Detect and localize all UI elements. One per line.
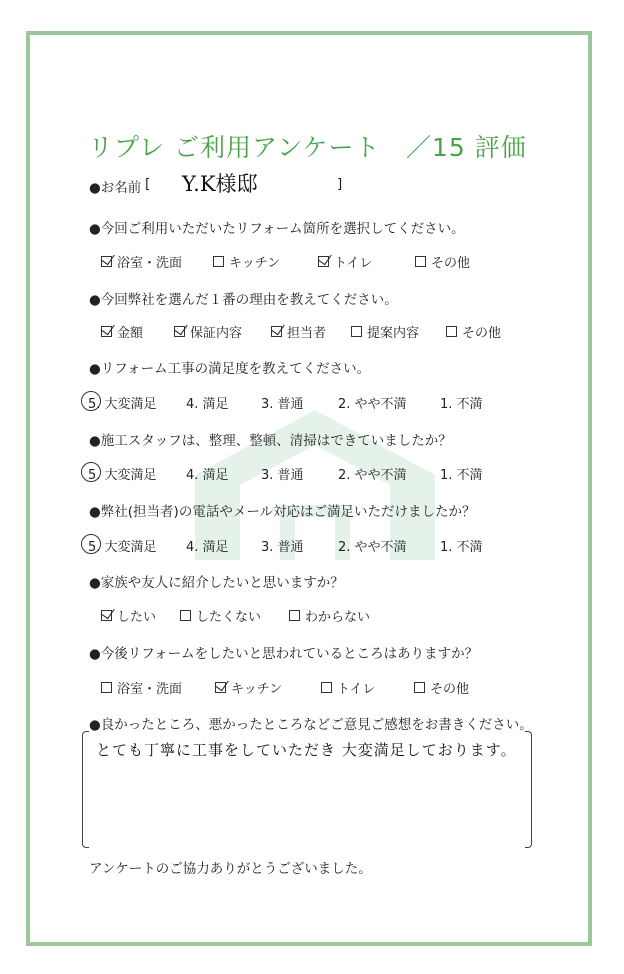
checkbox-icon: [289, 610, 300, 621]
rating-option-2[interactable]: 2. やや不満: [338, 540, 407, 555]
name-bracket-open: [: [145, 176, 151, 192]
checkbox-icon: [414, 682, 425, 693]
rating-option-4[interactable]: 4. 満足: [186, 397, 229, 412]
q1-option[interactable]: トイレ: [318, 252, 372, 271]
rating-option-4[interactable]: 4. 満足: [186, 540, 229, 555]
rating-option-2[interactable]: 2. やや不満: [338, 397, 407, 412]
checkbox-checked-icon: [174, 326, 185, 337]
checkbox-checked-icon: [101, 256, 112, 267]
rating-option-1[interactable]: 1. 不満: [440, 468, 483, 483]
question-4: ●施工スタッフは、整理、整頓、清掃はできていましたか？: [89, 433, 452, 449]
comment-box[interactable]: [82, 731, 532, 846]
checkbox-icon: [415, 256, 426, 267]
score-label: ／15 評価: [406, 133, 527, 162]
checkbox-checked-icon: [101, 610, 112, 621]
q2-option[interactable]: 提案内容: [351, 322, 419, 341]
survey-title: [88, 128, 527, 164]
rating-option-2[interactable]: 2. やや不満: [338, 468, 407, 483]
q6-option[interactable]: わからない: [289, 606, 370, 625]
question-1: ●今回ご利用いただいたリフォーム箇所を選択してください。: [89, 221, 465, 237]
checkbox-checked-icon: [271, 326, 282, 337]
rating-option-3[interactable]: 3. 普通: [261, 397, 304, 412]
checkbox-icon: [321, 682, 332, 693]
name-bracket-close: ]: [337, 176, 343, 192]
q2-option[interactable]: その他: [446, 322, 501, 341]
question-7: ●今後リフォームをしたいと思われているところはありますか？: [89, 646, 479, 662]
checkbox-icon: [180, 610, 191, 621]
q7-option[interactable]: キッチン: [215, 678, 282, 697]
rating-option-5[interactable]: 5. 大変満足: [88, 468, 157, 483]
question-5: ●弊社(担当者)の電話やメール対応はご満足いただけましたか？: [89, 504, 476, 520]
q2-option[interactable]: 金額: [101, 322, 143, 341]
rating-option-5[interactable]: 5. 大変満足: [88, 397, 157, 412]
rating-option-5[interactable]: 5. 大変満足: [88, 540, 157, 555]
question-2: ●今回弊社を選んだ１番の理由を教えてください。: [89, 292, 398, 308]
checkbox-icon: [213, 256, 224, 267]
comment-answer: とても丁寧に工事をしていただき 大変満足しております。: [96, 741, 517, 759]
rating-option-3[interactable]: 3. 普通: [261, 540, 304, 555]
name-label: ●お名前: [89, 180, 142, 196]
rating-option-1[interactable]: 1. 不満: [440, 397, 483, 412]
q6-option[interactable]: したい: [101, 606, 156, 625]
checkbox-icon: [351, 326, 362, 337]
rating-option-3[interactable]: 3. 普通: [261, 468, 304, 483]
name-row: [89, 172, 343, 196]
question-3: ●リフォーム工事の満足度を教えてください。: [89, 361, 371, 377]
q6-option[interactable]: したくない: [180, 606, 261, 625]
q2-option[interactable]: 担当者: [271, 322, 326, 341]
comment-box-left-bracket: [82, 731, 89, 848]
rating-option-4[interactable]: 4. 満足: [186, 468, 229, 483]
thanks-message: アンケートのご協力ありがとうございました。: [89, 861, 372, 877]
comment-box-right-bracket: [525, 731, 532, 848]
checkbox-checked-icon: [101, 326, 112, 337]
q7-option[interactable]: トイレ: [321, 678, 375, 697]
q2-option[interactable]: 保証内容: [174, 322, 242, 341]
rating-option-1[interactable]: 1. 不満: [440, 540, 483, 555]
question-8: ●良かったところ、悪かったところなどご意見ご感想をお書きください。: [89, 717, 533, 733]
checkbox-checked-icon: [215, 682, 226, 693]
checkbox-icon: [446, 326, 457, 337]
question-6: ●家族や友人に紹介したいと思いますか？: [89, 575, 344, 591]
q7-option[interactable]: 浴室・洗面: [101, 678, 182, 697]
name-value: Y.K様邸: [182, 172, 258, 196]
checkbox-icon: [101, 682, 112, 693]
q1-option[interactable]: キッチン: [213, 252, 280, 271]
q7-option[interactable]: その他: [414, 678, 469, 697]
title-text: リプレ ご利用アンケート: [88, 133, 381, 162]
q1-option[interactable]: その他: [415, 252, 470, 271]
checkbox-checked-icon: [318, 256, 329, 267]
q1-option[interactable]: 浴室・洗面: [101, 252, 182, 271]
